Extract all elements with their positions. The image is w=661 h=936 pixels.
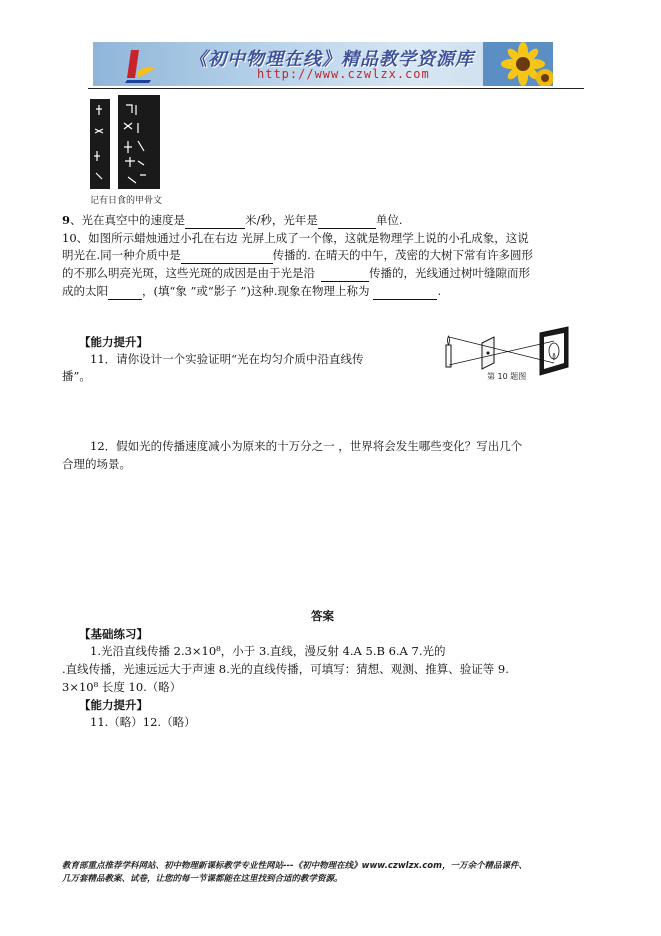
footer-line-2: 几万套精品教案、试卷，让您的每一节课都能在这里找到合适的教学资源。 <box>62 874 343 884</box>
oracle-caption: 记有日食的甲骨文 <box>90 196 163 206</box>
banner-url: http://www.czwlzx.com <box>257 67 430 81</box>
question-9 <box>62 211 403 229</box>
question-10-text: 的不那么明亮光斑，这些光斑的成因是由于光是沿 <box>62 266 315 280</box>
question-9-number: 9 <box>62 213 71 227</box>
answers-basic-line-2: .直线传播，光速远远大于声速 8.光的直线传播，可填写：猜想、观测、推算、验证等 9. <box>62 662 509 676</box>
answers-basic-heading: 【基础练习】 <box>79 627 148 641</box>
question-10-line-1: 10、如图所示蜡烛通过小孔在右边 光屏上成了一个像，这就是物理学上说的小孔成象，这说 <box>62 231 529 245</box>
question-10-text: 成的太阳 <box>62 284 108 298</box>
diagram-caption: 第 10 题图 <box>487 372 527 381</box>
page-footer <box>62 860 527 886</box>
pinhole-camera-diagram <box>444 325 574 377</box>
banner-title: 《初中物理在线》精品教学资源库 <box>189 49 474 70</box>
answers-basic-line-3: 3×10⁸ 长度 10.（略） <box>62 680 182 694</box>
question-10-line-4 <box>62 282 441 300</box>
question-11-line-1: 11．请你设计一个实验证明“光在均匀介质中沿直线传 <box>90 352 364 366</box>
question-10-line-2 <box>62 246 533 264</box>
question-10-line-3 <box>62 264 530 282</box>
question-11-line-2: 播”。 <box>62 369 91 383</box>
question-12-line-1: 12．假如光的传播速度减小为原来的十万分之一 ，世界将会发生哪些变化？写出几个 <box>90 439 523 453</box>
question-10-text: 传播的，光线通过树叶缝隙而形 <box>369 266 530 280</box>
question-10-text: . <box>437 284 442 298</box>
question-9-text-c: 单位. <box>375 213 403 227</box>
answers-ability-heading: 【能力提升】 <box>79 698 148 712</box>
answer-blank <box>185 215 245 229</box>
question-10-text: 明光在.同一种介质中是 <box>62 248 181 262</box>
answer-blank <box>181 250 273 264</box>
oracle-bone-image <box>88 95 168 191</box>
header-divider <box>88 88 584 89</box>
answer-blank <box>321 268 369 282</box>
sunflower-icon <box>483 42 553 86</box>
answer-blank <box>373 286 437 300</box>
answer-blank <box>318 215 376 229</box>
question-12-line-2: 合理的场景。 <box>62 457 131 471</box>
question-9-text-b: 米/秒，光年是 <box>245 213 318 227</box>
logo-icon <box>121 42 161 86</box>
question-10-text: ，(填“象 ”或“影子 ”)这种.现象在物理上称为 <box>142 284 370 298</box>
header-banner <box>93 42 553 86</box>
answer-blank <box>108 286 142 300</box>
section-ability-heading: 【能力提升】 <box>79 335 148 349</box>
question-10-text: 传播的. 在晴天的中午，茂密的大树下常有许多圆形 <box>272 248 533 262</box>
answers-basic-line-1: 1.光沿直线传播 2.3×10⁸，小于 3.直线，漫反射 4.A 5.B 6.A 7.光的 <box>90 644 446 658</box>
answers-ability-line: 11.（略）12.（略） <box>90 715 196 729</box>
footer-line-1: 教育部重点推荐学科网站、初中物理新课标教学专业性网站---《初中物理在线》www.czwlzx.com，一万余个精品课件、 <box>62 861 527 871</box>
answers-heading: 答案 <box>311 609 334 623</box>
question-9-text-a: 、光在真空中的速度是 <box>70 213 186 227</box>
